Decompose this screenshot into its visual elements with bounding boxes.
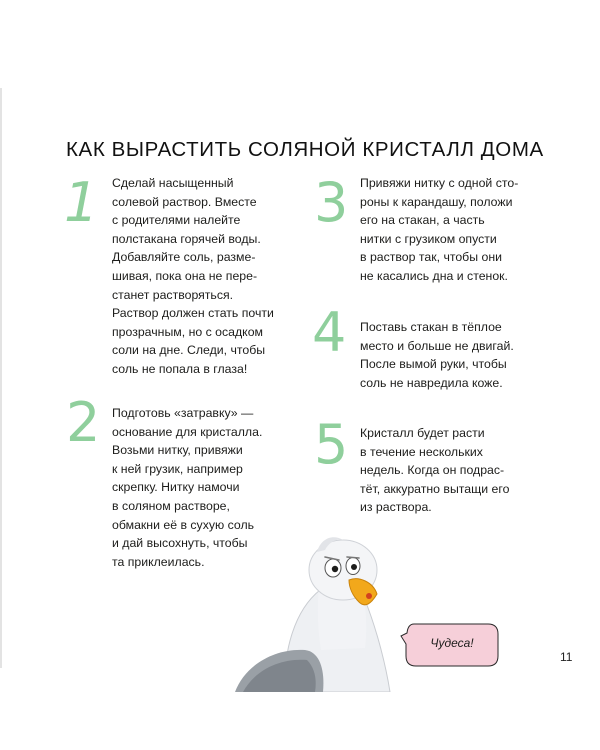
step-4-text (360, 318, 514, 392)
seagull-illustration (225, 530, 405, 692)
step-5-number: 5 (314, 413, 349, 476)
step-1-line: соль не попала в глаза! (112, 361, 248, 376)
step-3-line: его на стакан, а часть (360, 213, 485, 228)
step-2-line: та приклеилась. (112, 554, 205, 569)
step-1-line: соли на дне. Следи, чтобы (112, 343, 266, 358)
page-number: 11 (560, 650, 573, 664)
step-2-line: Возьми нитку, привяжи (112, 443, 243, 458)
step-3-text (360, 174, 518, 286)
step-1-line: полстакана горячей воды. (112, 231, 261, 246)
step-3-line: нитки с грузиком опусти (360, 231, 497, 246)
step-3-number: 3 (314, 171, 349, 234)
step-1-line: солевой раствор. Вместе (112, 194, 257, 209)
step-5-line: Кристалл будет расти (360, 426, 485, 440)
step-2-line: к ней грузик, например (112, 461, 243, 476)
step-1-line: станет растворяться. (112, 287, 234, 302)
step-1-line: прозрачным, но с осадком (112, 324, 263, 339)
step-2-line: в соляном растворе, (112, 498, 230, 513)
step-4-line: место и больше не двигай. (360, 338, 514, 353)
step-1-line: Сделай насыщенный (112, 176, 234, 190)
step-2-line: Подготовь «затравку» — (112, 406, 254, 420)
step-1-line: Раствор должен стать почти (112, 306, 274, 321)
step-1-text (112, 174, 274, 379)
step-2-number: 2 (66, 391, 101, 454)
speech-bubble-text: Чудеса! (430, 636, 474, 650)
step-5-line: в течение нескольких (360, 444, 483, 459)
step-1-line: с родителями налейте (112, 213, 241, 228)
step-2-line: основание для кристалла. (112, 424, 263, 439)
step-5-line: из раствора. (360, 500, 432, 515)
page-edge (0, 88, 2, 668)
page-title: КАК ВЫРАСТИТЬ СОЛЯНОЙ КРИСТАЛЛ ДОМА (66, 137, 544, 161)
step-3-line: Привяжи нитку с одной сто- (360, 176, 519, 190)
step-1-line: шивая, пока она не пере- (112, 268, 258, 283)
step-5-text (360, 424, 509, 517)
seagull-beak-spot (366, 593, 372, 599)
step-1-line: Добавляйте соль, разме- (112, 250, 256, 265)
step-2-line: и дай высохнуть, чтобы (112, 536, 248, 551)
step-4-line: соль не навредила коже. (360, 375, 503, 390)
step-4-line: Поставь стакан в тёплое (360, 320, 502, 334)
step-3-line: не касались дна и стенок. (360, 268, 508, 283)
step-5-line: недель. Когда он подрас- (360, 463, 505, 478)
step-3-line: в раствор так, чтобы они (360, 250, 502, 265)
step-4-number: 4 (312, 301, 347, 364)
step-2-line: обмакни её в сухую соль (112, 517, 255, 532)
step-4-line: После вымой руки, чтобы (360, 357, 507, 372)
step-5-line: тёт, аккуратно вытащи его (360, 481, 510, 496)
seagull-right-pupil (351, 564, 357, 570)
step-3-line: роны к карандашу, положи (360, 194, 513, 209)
step-2-line: скрепку. Нитку намочи (112, 480, 240, 495)
seagull-left-pupil (332, 566, 338, 572)
step-1-number: 1 (64, 171, 99, 234)
